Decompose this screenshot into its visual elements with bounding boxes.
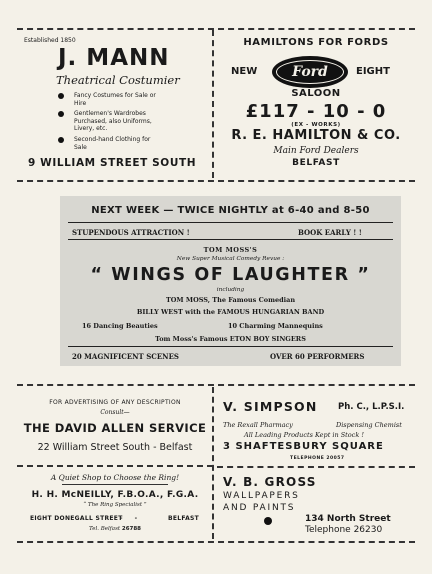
- show-title: “ WINGS OF LAUGHTER ”: [90, 265, 371, 285]
- list-item: Second-hand Clothing for Sale: [58, 136, 158, 151]
- show-cast-line: 16 Dancing Beauties: [82, 322, 158, 330]
- simpson-name: V. SIMPSON: [223, 399, 318, 414]
- mcneilly-tagline: A Quiet Shop to Choose the Ring!: [50, 473, 180, 482]
- show-book-early: BOOK EARLY ! !: [298, 228, 362, 237]
- hamilton-ex-works: (EX - WORKS): [291, 122, 341, 128]
- list-item: Gentlemen's Wardrobes Purchased, also Uniforms, Livery, etc.: [58, 110, 158, 133]
- lower-divider: [17, 384, 415, 386]
- mcneilly-name: H. H. McNEILLY, F.B.O.A., F.G.A.: [31, 490, 199, 500]
- gross-street: 134 North Street: [305, 514, 391, 524]
- upper-divider: [17, 180, 415, 182]
- show-cast-line: 10 Charming Mannequins: [228, 322, 323, 330]
- allen-address: 22 William Street South - Belfast: [37, 442, 193, 453]
- show-presenter: TOM MOSS'S: [203, 246, 258, 254]
- top-column-divider: [212, 30, 214, 178]
- bottom-divider: [17, 541, 415, 543]
- allen-advertising: FOR ADVERTISING OF ANY DESCRIPTION: [49, 399, 181, 406]
- simpson-dispensing: Dispensing Chemist: [336, 421, 402, 429]
- hamilton-saloon: SALOON: [291, 88, 341, 99]
- show-cast-line: BILLY WEST with the FAMOUS HUNGARIAN BAND: [136, 308, 325, 316]
- show-cast-line: Tom Moss's Famous ETON BOY SINGERS: [155, 335, 306, 343]
- show-headline: NEXT WEEK — TWICE NIGHTLY at 6-40 and 8-50: [91, 205, 370, 216]
- simpson-address: 3 SHAFTESBURY SQUARE: [223, 441, 384, 452]
- show-stupendous: STUPENDOUS ATTRACTION !: [72, 228, 190, 237]
- show-rule: [68, 346, 393, 347]
- hamilton-eight: EIGHT: [356, 66, 390, 77]
- mcneilly-street: EIGHT DONEGALL STREET: [30, 515, 123, 522]
- show-rule: [68, 239, 393, 240]
- mann-address: 9 WILLIAM STREET SOUTH: [28, 157, 197, 169]
- hamilton-heading: HAMILTONS FOR FORDS: [243, 37, 389, 48]
- mann-name: J. MANN: [58, 45, 170, 71]
- bullet-icon: [58, 137, 64, 143]
- bullet-icon: [264, 517, 272, 525]
- allen-name: THE DAVID ALLEN SERVICE: [23, 421, 207, 435]
- allen-consult: Consult—: [100, 409, 130, 416]
- hamilton-dealer: Main Ford Dealers: [273, 146, 359, 156]
- mann-subtitle: Theatrical Costumier: [56, 73, 180, 87]
- mann-established: Established 1850: [24, 37, 76, 44]
- mann-services-list: [58, 92, 158, 154]
- bullet-icon: [58, 111, 64, 117]
- mcneilly-city: BELFAST: [168, 515, 200, 522]
- hamilton-company-name: R. E. HAMILTON & CO.: [231, 128, 401, 143]
- top-divider: [17, 28, 415, 30]
- simpson-qualifications: Ph. C., L.P.S.I.: [338, 402, 405, 412]
- simpson-rexall: The Rexall Pharmacy: [223, 421, 293, 429]
- list-item: Fancy Costumes for Sale or Hire: [58, 92, 158, 107]
- show-performers: OVER 60 PERFORMERS: [270, 352, 365, 361]
- mcneilly-dashes: - -: [120, 515, 143, 522]
- bullet-icon: [58, 93, 64, 99]
- gross-telephone: Telephone 26230: [305, 525, 383, 535]
- gross-line-2: AND PAINTS: [223, 503, 296, 513]
- simpson-telephone: TELEPHONE 20057: [290, 456, 345, 461]
- hamilton-new: NEW: [231, 66, 258, 77]
- ford-logo-icon: Ford: [272, 56, 348, 88]
- show-including: including: [216, 287, 245, 293]
- show-scenes: 20 MAGNIFICENT SCENES: [72, 352, 179, 361]
- allen-mcneilly-divider: [17, 465, 213, 467]
- hamilton-city: BELFAST: [292, 158, 340, 168]
- gross-name: V. B. GROSS: [223, 475, 317, 489]
- simpson-stock: All Leading Products Kept in Stock !: [244, 431, 364, 439]
- gross-line-1: WALLPAPERS: [223, 491, 300, 501]
- mcneilly-telephone: Tel. Belfast 26788: [88, 526, 142, 532]
- show-rule: [68, 222, 393, 223]
- show-revue-type: New Super Musical Comedy Revue :: [176, 256, 285, 262]
- mcneilly-ring-specialist: “ The Ring Specialist ”: [83, 502, 147, 508]
- mcneilly-rule: [62, 484, 168, 485]
- simpson-gross-divider: [217, 466, 415, 468]
- show-cast-line: TOM MOSS, The Famous Comedian: [165, 296, 296, 304]
- hamilton-price: £117 - 10 - 0: [245, 101, 387, 122]
